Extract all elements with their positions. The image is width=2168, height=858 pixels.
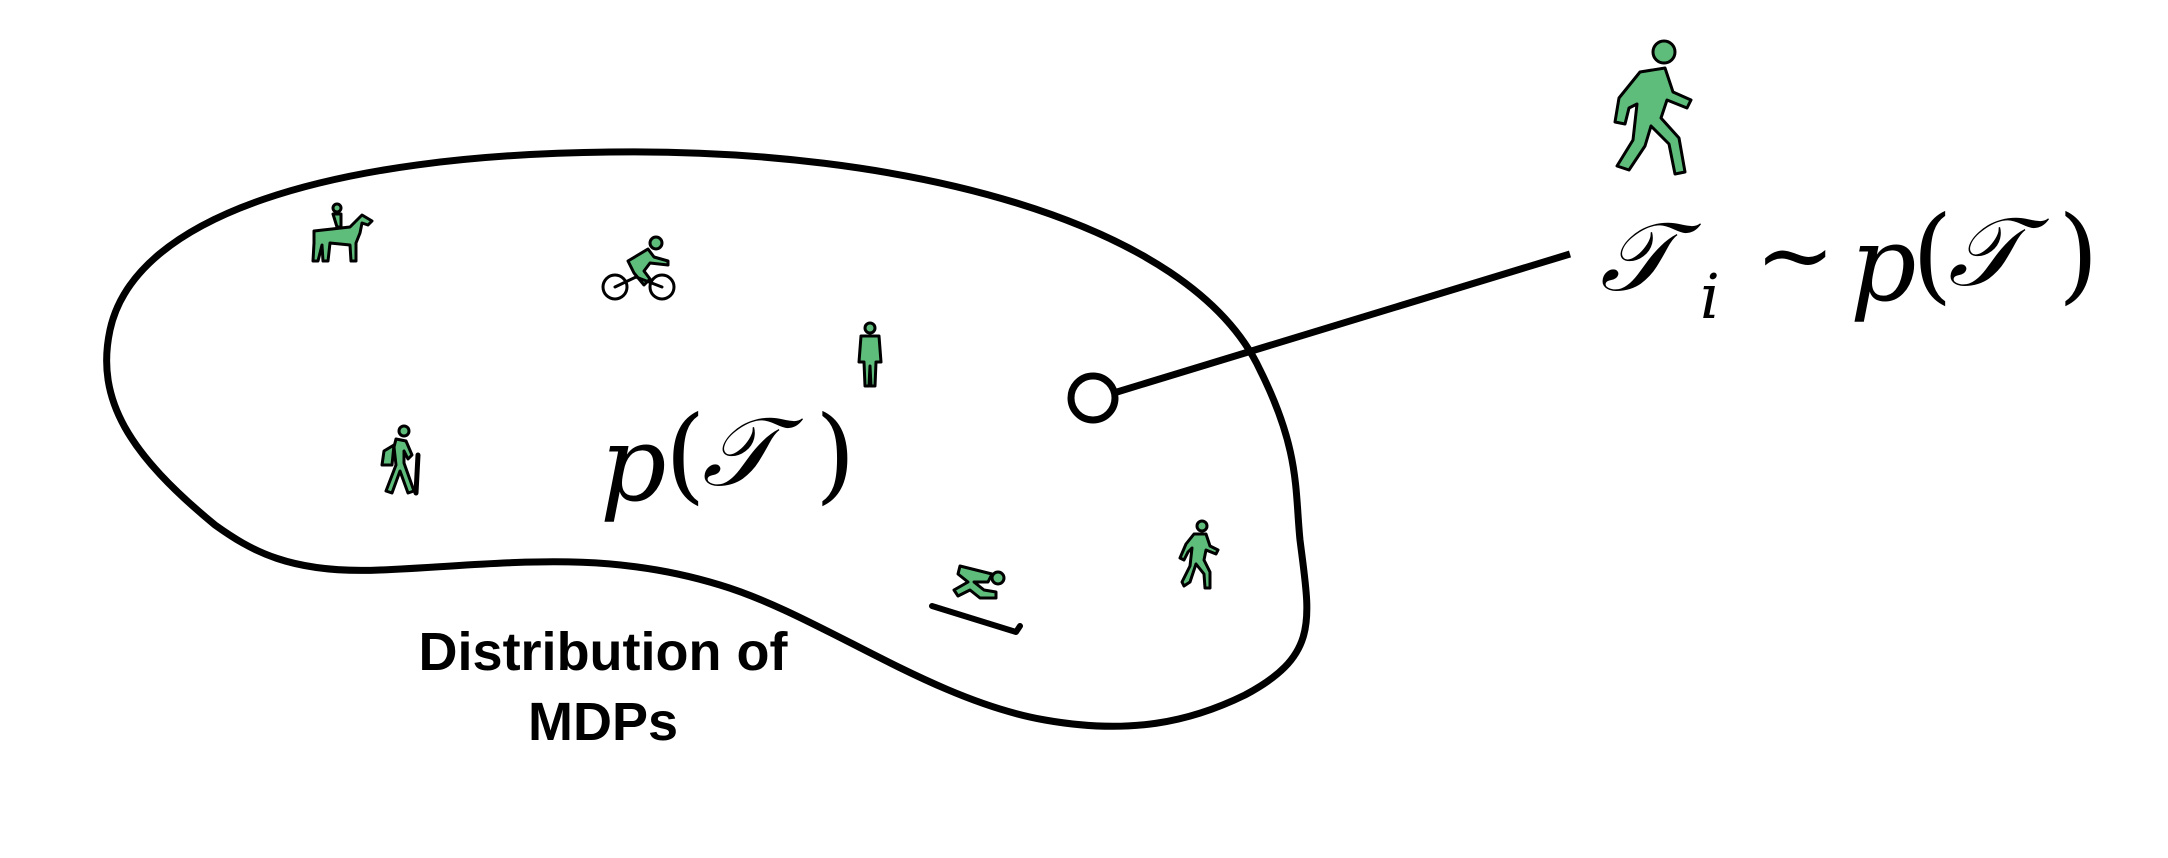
sample-formula [1600,193,2099,333]
sample-formula-script-T2: 𝒯 [1948,196,2022,308]
sample-formula-subscript-i: i [1700,260,1720,333]
horse-riding-icon [313,204,372,261]
standing-person-icon [859,323,881,386]
center-formula [600,393,856,525]
sample-formula-p: p [1850,203,1917,325]
cyclist-icon [603,237,674,299]
small-walker-icon [1180,521,1218,588]
hiker-icon [382,426,418,493]
sample-formula-close-paren: ) [2058,193,2099,315]
center-formula-p: p [600,403,667,525]
sample-formula-script-T: 𝒯 [1600,201,1674,313]
sample-connector-line [1117,254,1570,392]
sample-point [1071,376,1115,420]
sample-formula-tilde: ~ [1755,199,1836,311]
center-formula-close-paren: ) [815,393,856,515]
skier-icon [932,566,1020,632]
caption [419,622,789,752]
large-walker-icon [1615,41,1691,174]
center-formula-script-T: 𝒯 [702,396,776,508]
center-formula-open-paren: ( [665,393,706,515]
sample-formula-open-paren: ( [1912,193,1953,315]
caption-line-2: MDPs [527,692,679,752]
caption-line-1: Distribution of [418,622,788,682]
